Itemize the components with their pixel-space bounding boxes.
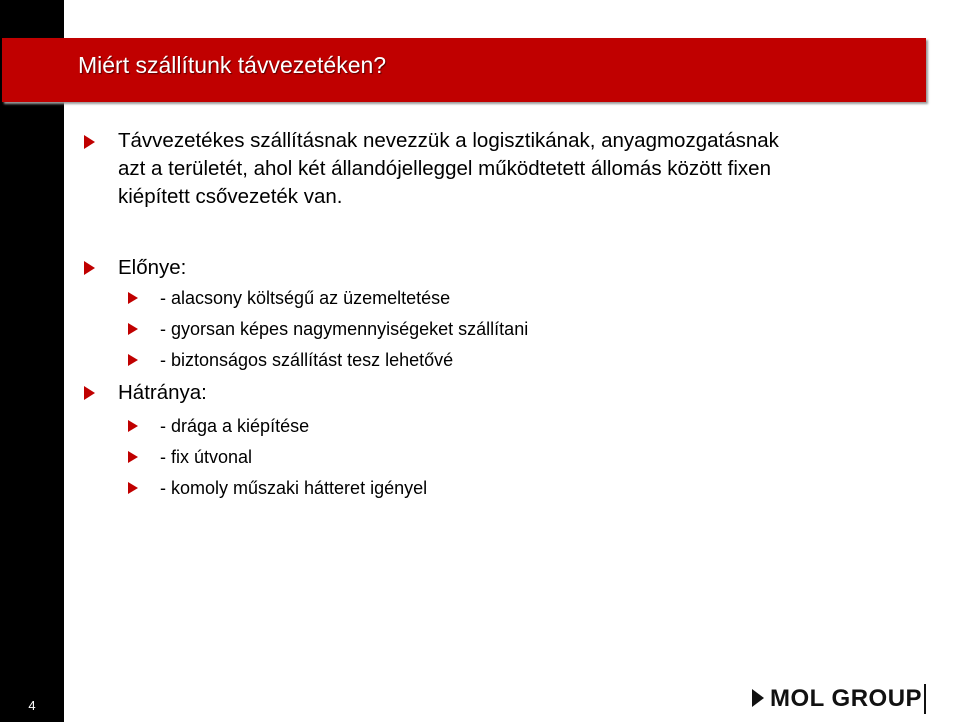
intro-line-2: azt a területét, ahol két állandójelleggel működtetett állomás között fixen [118,157,771,180]
title-banner [2,38,926,102]
disadvantage-item: - fix útvonal [160,447,253,467]
disadvantage-item: - drága a kiépítése [160,416,310,436]
disadvantage-item: - komoly műszaki hátteret igényel [160,478,428,498]
advantage-item: - gyorsan képes nagymennyiségeket szállítani [160,319,529,339]
sub-bullet-arrow-icon [128,451,138,463]
advantages-heading: Előnye: [118,256,187,279]
intro-line-1: Távvezetékes szállításnak nevezzük a logisztikának, anyagmozgatásnak [118,129,779,152]
left-sidebar-bar [0,0,64,722]
logo-divider [924,684,926,714]
sub-bullet-arrow-icon [128,420,138,432]
advantage-item: - alacsony költségű az üzemeltetése [160,288,451,308]
disadvantages-heading: Hátránya: [118,381,207,404]
sub-bullet-arrow-icon [128,292,138,304]
logo-text: MOL GROUP [770,685,923,712]
sub-bullet-arrow-icon [128,323,138,335]
intro-line-3: kiépített csővezeték van. [118,185,343,208]
slide-title: Miért szállítunk távvezetéken? [78,52,387,78]
sub-bullet-arrow-icon [128,354,138,366]
bullet-arrow-icon [84,135,95,149]
advantage-item: - biztonságos szállítást tesz lehetővé [160,350,454,370]
bullet-arrow-icon [84,386,95,400]
bullet-arrow-icon [84,261,95,275]
sub-bullet-arrow-icon [128,482,138,494]
logo-arrow-icon [752,689,764,707]
page-number: 4 [28,698,36,713]
